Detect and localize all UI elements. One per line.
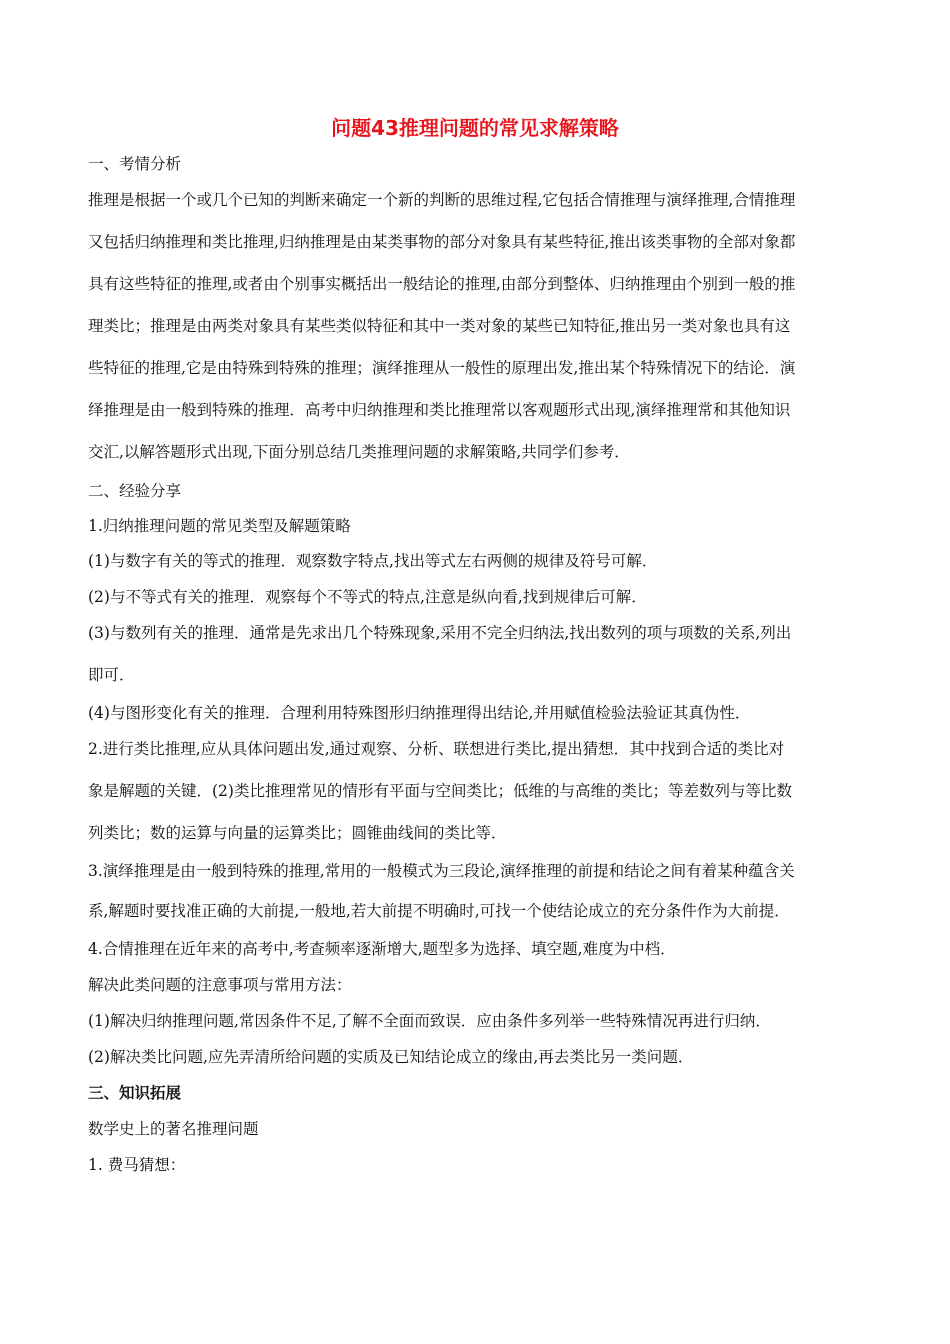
- paragraph-line: 具有这些特征的推理,或者由个别事实概括出一般结论的推理,由部分到整体、归纳推理由个别到一般的推: [88, 275, 796, 293]
- list-item: 1. 费马猜想：: [88, 1156, 186, 1174]
- list-item: (1)与数字有关的等式的推理．观察数字特点,找出等式左右两侧的规律及符号可解．: [88, 552, 658, 570]
- list-item: (2)与不等式有关的推理．观察每个不等式的特点,注意是纵向看,找到规律后可解．: [88, 588, 647, 606]
- paragraph-line: 推理是根据一个或几个已知的判断来确定一个新的判断的思维过程,它包括合情推理与演绎推理,合情推理: [88, 191, 796, 209]
- paragraph-line: 数学史上的著名推理问题: [88, 1120, 259, 1138]
- paragraph-line: 理类比；推理是由两类对象具有某些类似特征和其中一类对象的某些已知特征,推出另一类对象也具有这: [88, 317, 791, 335]
- list-item: 4.合情推理在近年来的高考中,考查频率逐渐增大,题型多为选择、填空题,难度为中档．: [88, 940, 676, 958]
- list-item: (2)解决类比问题,应先弄清所给问题的实质及已知结论成立的缘由,再去类比另一类问题．: [88, 1048, 694, 1066]
- paragraph-line: 列类比；数的运算与向量的运算类比；圆锥曲线间的类比等．: [88, 824, 507, 842]
- paragraph-line: 绎推理是由一般到特殊的推理．高考中归纳推理和类比推理常以客观题形式出现,演绎推理常和其他知识: [88, 401, 791, 419]
- list-item: (4)与图形变化有关的推理．合理利用特殊图形归纳推理得出结论,并用赋值检验法验证其真伪性．: [88, 704, 751, 722]
- section-heading-analysis: 一、考情分析: [88, 155, 182, 173]
- paragraph-line: 些特征的推理,它是由特殊到特殊的推理；演绎推理从一般性的原理出发,推出某个特殊情况下的结论．演: [88, 359, 796, 377]
- list-item: (1)解决归纳推理问题,常因条件不足,了解不全面而致误．应由条件多列举一些特殊情况再进行归纳．: [88, 1012, 771, 1030]
- list-item: 3.演绎推理是由一般到特殊的推理,常用的一般模式为三段论,演绎推理的前提和结论之间有着某种蕴含关: [88, 862, 795, 880]
- section-heading-extension: 三、知识拓展: [88, 1084, 182, 1102]
- paragraph-line: 象是解题的关键．(2)类比推理常见的情形有平面与空间类比；低维的与高维的类比；等差数列与等比数: [88, 782, 792, 800]
- section-heading-experience: 二、经验分享: [88, 482, 182, 500]
- paragraph-line: 解决此类问题的注意事项与常用方法：: [88, 976, 352, 994]
- paragraph-line: 又包括归纳推理和类比推理,归纳推理是由某类事物的部分对象具有某些特征,推出该类事物的全部对象都: [88, 233, 796, 251]
- paragraph-line: 系,解题时要找准正确的大前提,一般地,若大前提不明确时,可找一个使结论成立的充分条件作为大前提．: [88, 902, 790, 920]
- list-item: (3)与数列有关的推理．通常是先求出几个特殊现象,采用不完全归纳法,找出数列的项与项数的关系,列出: [88, 624, 792, 642]
- list-item: 即可．: [88, 666, 135, 684]
- paragraph-line: 交汇,以解答题形式出现,下面分别总结几类推理问题的求解策略,共同学们参考．: [88, 443, 630, 461]
- page-title: 问题43推理问题的常见求解策略: [331, 116, 619, 140]
- list-item: 1.归纳推理问题的常见类型及解题策略: [88, 517, 351, 535]
- list-item: 2.进行类比推理,应从具体问题出发,通过观察、分析、联想进行类比,提出猜想．其中找到合适的类比对: [88, 740, 785, 758]
